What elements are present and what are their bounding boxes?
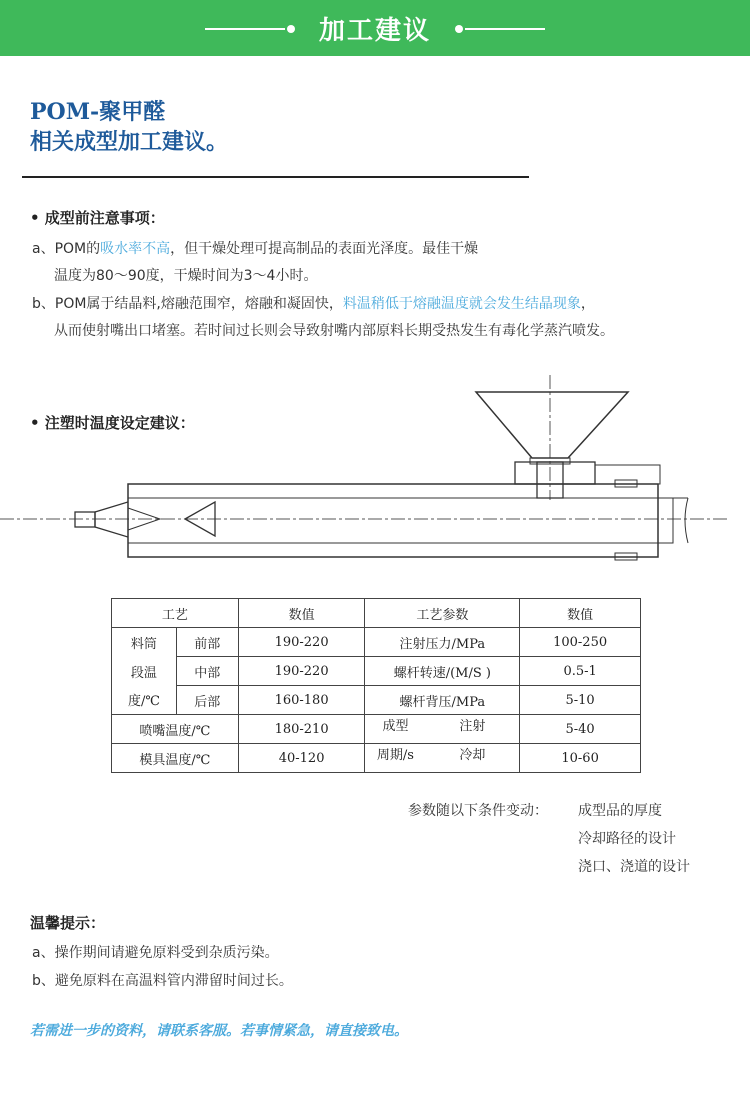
table-row (112, 628, 641, 657)
process-parameter-table (111, 598, 641, 773)
note-a-text-cont: ，但干燥处理可提高制品的表面光泽度。最佳干燥 (170, 241, 479, 257)
table-cell: 度/℃ (112, 686, 177, 715)
table-cell-part: 注射 (459, 719, 486, 734)
table-cell: 5-40 (520, 715, 641, 744)
section-pre-molding-title: • 成型前注意事项： (30, 209, 165, 227)
note-a-text: a、POM的 (32, 241, 101, 257)
note-b-highlight: 料温稍低于熔融温度就会发生结晶现象 (342, 296, 581, 312)
table-cell: 螺杆转速/(M/S ) (365, 657, 520, 686)
banner-line-right (465, 28, 545, 30)
table-cell: 模具温度/℃ (112, 744, 239, 773)
table-header-cell: 数值 (520, 599, 641, 628)
table-cell: 190-220 (238, 657, 365, 686)
header-banner (0, 0, 750, 56)
tip-b: b、避免原料在高温料管内滞留时间过长。 (32, 973, 293, 989)
table-cell-part: 成型 (382, 719, 409, 734)
banner-line-left (205, 28, 285, 30)
table-cell: 螺杆背压/MPa (365, 686, 520, 715)
tip-a: a、操作期间请避免原料受到杂质污染。 (32, 945, 279, 961)
table-cell (365, 744, 520, 773)
screw-flights (180, 500, 665, 540)
banner-dot-left (287, 25, 295, 33)
table-cell: 5-10 (520, 686, 641, 715)
table-cell: 段温 (112, 657, 177, 686)
table-cell: 料筒 (112, 628, 177, 657)
tips-title: 温馨提示： (30, 914, 106, 932)
table-cell: 100-250 (520, 628, 641, 657)
table-cell: 中部 (176, 657, 238, 686)
table-cell: 喷嘴温度/℃ (112, 715, 239, 744)
note-a-highlight: 吸水率不高 (100, 241, 171, 257)
banner-dot-right (455, 25, 463, 33)
table-header-cell: 工艺参数 (365, 599, 520, 628)
injection-barrel-diagram (0, 370, 750, 570)
table-cell: 10-60 (520, 744, 641, 773)
note-a-line2: 温度为80～90度，干燥时间为3～4小时。 (54, 268, 318, 284)
feed-throat (515, 462, 595, 484)
table-row (112, 657, 641, 686)
table-cell: 前部 (176, 628, 238, 657)
table-header-cell: 数值 (238, 599, 365, 628)
section-temperature-title: • 注塑时温度设定建议： (30, 414, 195, 432)
table-cell-part: 周期/s (376, 748, 414, 763)
table-cell: 160-180 (238, 686, 365, 715)
heading-divider (22, 176, 529, 178)
condition-item: 浇口、浇道的设计 (578, 859, 690, 875)
table-row (112, 744, 641, 773)
note-b-line1 (32, 293, 595, 313)
condition-item: 冷却路径的设计 (578, 831, 676, 847)
table-cell: 后部 (176, 686, 238, 715)
note-b-line2: 从而使射嘴出口堵塞。若时间过长则会导致射嘴内部原料长期受热发生有毒化学蒸汽喷发。 (54, 323, 614, 339)
table-cell: 注射压力/MPa (365, 628, 520, 657)
conditions-label: 参数随以下条件变动： (408, 803, 548, 819)
table-header-cell: 工艺 (112, 599, 239, 628)
table-cell: 180-210 (238, 715, 365, 744)
note-b-text: b、POM属于结晶料,熔融范围窄，熔融和凝固快， (32, 296, 343, 312)
hopper (476, 392, 628, 458)
banner-title: 加工建议 (318, 16, 431, 46)
table-cell-part: 冷却 (459, 748, 486, 763)
table-cell: 190-220 (238, 628, 365, 657)
table-row (112, 686, 641, 715)
product-subtitle: 相关成型加工建议。 (30, 129, 229, 155)
table-header-row (112, 599, 641, 628)
product-title: POM-聚甲醛 (30, 99, 166, 125)
table-cell: 0.5-1 (520, 657, 641, 686)
contact-note: 若需进一步的资料，请联系客服。若事情紧急，请直接致电。 (30, 1023, 408, 1039)
table-cell (365, 715, 520, 744)
note-b-text-cont: ， (580, 296, 595, 312)
note-a-line1 (32, 238, 478, 258)
condition-item: 成型品的厚度 (578, 803, 662, 819)
table-row (112, 715, 641, 744)
table-cell: 40-120 (238, 744, 365, 773)
